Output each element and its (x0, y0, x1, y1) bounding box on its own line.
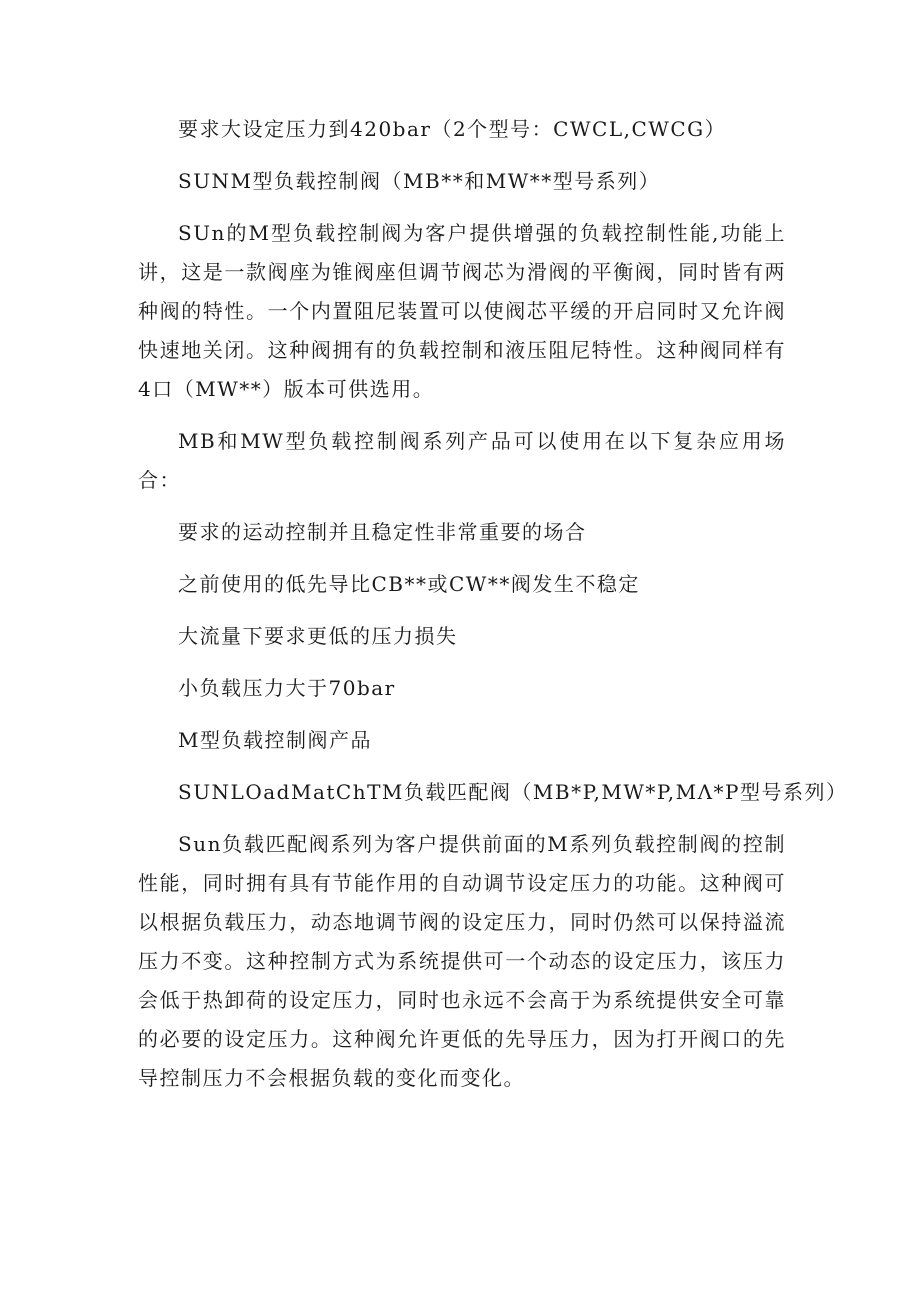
paragraph-loadmatch-description: Sun负载匹配阀系列为客户提供前面的M系列负载控制阀的控制性能，同时拥有具有节能作用的自动调节设定压力的功能。这种阀可以根据负载压力，动态地调节阀的设定压力，同时仍然可以保持溢流压力不变。这种控制方式为系统提供可一个动态的设定压力，该压力会低于热卸荷的设定压力，同时也永远不会高于为系统提供安全可靠的必要的设定压力。这种阀允许更低的先导压力，因为打开阀口的先导控制压力不会根据负载的变化而变化。 (138, 832, 786, 1090)
paragraph-m-type-description: SUn的M型负载控制阀为客户提供增强的负载控制性能,功能上讲，这是一款阀座为锥阀座但调节阀芯为滑阀的平衡阀，同时皆有两种阀的特性。一个内置阻尼装置可以使阀芯平缓的开启同时又允许阀快速地关闭。这种阀拥有的负载控制和液压阻尼特性。这种阀同样有4口（MW**）版本可供选用。 (138, 221, 786, 401)
document-body (138, 110, 848, 1111)
heading-loadmatch-valve: SUNLOadMatChTM负载匹配阀（MB*P,MW*P,MΛ*P型号系列） (178, 780, 848, 804)
list-item-pressure-loss: 大流量下要求更低的压力损失 (178, 624, 458, 648)
heading-sunm-load-control-valve: SUNM型负载控制阀（MB**和MW**型号系列） (178, 169, 661, 193)
list-item-load-pressure: 小负载压力大于70bar (178, 676, 396, 700)
paragraph-applications-intro: MB和MW型负载控制阀系列产品可以使用在以下复杂应用场合： (138, 429, 786, 492)
list-item-low-pilot-ratio: 之前使用的低先导比CB**或CW**阀发生不稳定 (178, 572, 640, 596)
list-item-motion-control: 要求的运动控制并且稳定性非常重要的场合 (178, 520, 587, 544)
heading-m-type-products: M型负载控制阀产品 (178, 728, 372, 752)
paragraph-max-pressure: 要求大设定压力到420bar（2个型号：CWCL,CWCG） (178, 117, 727, 141)
